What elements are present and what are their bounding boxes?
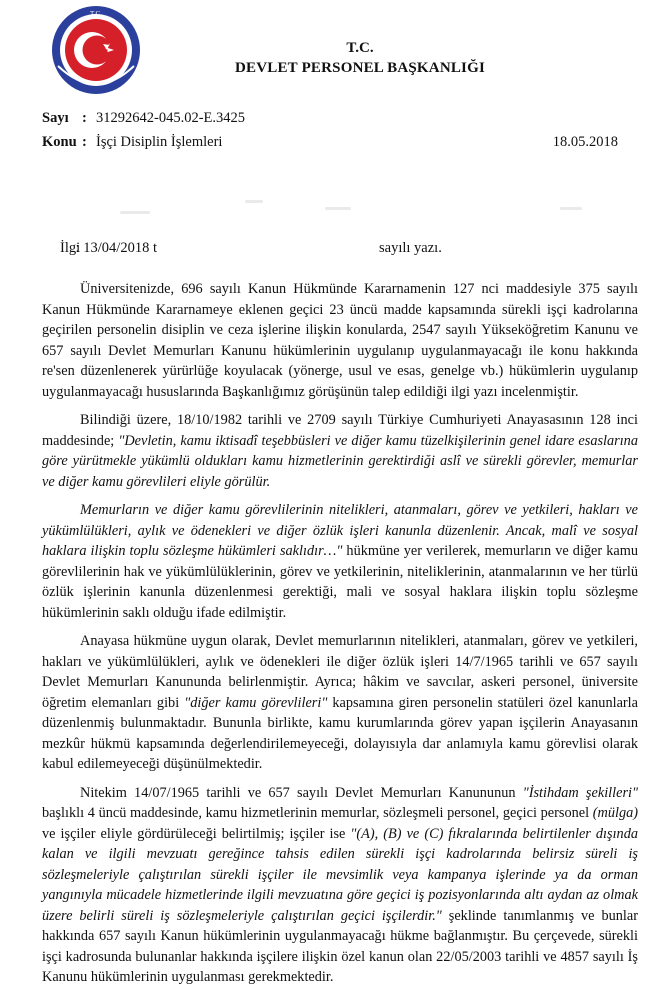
letter-body <box>42 279 638 996</box>
paragraph-4 <box>42 631 638 775</box>
paragraph-5 <box>42 783 638 988</box>
sayi-label: Sayı <box>42 110 69 126</box>
paragraph-1: Üniversitenizde, 696 sayılı Kanun Hükmünde Kararnamenin 127 nci maddesiyle 375 sayılı Kanun Hükmünde Kararnameye eklenen geçici 23 üncü madde kapsamında sürekli işçi kadrolarına geçirilen personelin disiplin ve ceza işlerine ilişkin konularda, 2547 sayılı Yükseköğretim Kanunu ve 657 sayılı Devlet Memurları Kanunu hükümlerinin uygulanıp uygulanmayacağı ile konu hakkında re'sen düzenlenerek yürürlüğe koyulacak (yönerge, usul ve esas, genelge vb.) hükümlerin uygulanıp uygulanmayacağı hususlarında Başkanlığımız görüşünün talep edildiği ilgi yazı incelenmiştir. <box>42 281 638 400</box>
constitution-quote-1: "Devletin, kamu iktisadî teşebbüsleri ve diğer kamu tüzelkişilerinin genel idare esaslarına göre yürütmekle yükümlü oldukları kamu hizmetlerinin gerektirdiği aslî ve sürekli görevler, memurlar ve diğer kamu görevlileri eliyle görülür. <box>42 432 638 490</box>
ilgi-suffix: sayılı yazı. <box>379 240 442 256</box>
paragraph-5-text: Nitekim 14/07/1965 tarihli ve 657 sayılı Devlet Memurları Kanununun <box>80 784 523 801</box>
konu-colon: : <box>82 134 87 150</box>
letter-date: 18.05.2018 <box>552 134 618 150</box>
redacted-reference <box>157 244 379 254</box>
paragraph-3-text: hükmüne yer verilerek, memurların ve diğer kamu görevlilerinin hak ve yükümlülüklerinin, görev ve yetkilerinin, niteliklerinin, atanmalarının ve her türlü özlük işlerinin kanunla düzenlenmesi gerektiği, mali ve sosyal haklara ilişkin toplu sözleşme hükümlerinin saklı olduğu ifade edilmiştir. <box>42 543 638 621</box>
paragraph-5-mid-2: ve işçiler eliyle gördürüleceği belirtilmiş; işçiler ise <box>42 825 351 842</box>
paragraph-2 <box>42 410 638 492</box>
logo-text: T.C. <box>90 10 102 18</box>
ilgi-row <box>60 240 442 257</box>
redacted-addressee <box>120 211 150 214</box>
paragraph-2-text: Bilindiği üzere, 18/10/1982 tarihli ve 2709 sayılı Türkiye Cumhuriyeti Anayasasının 128 inci maddesinde; <box>42 412 638 449</box>
paragraph-5-quote-3: "(A), (B) ve (C) fıkralarında belirtilenler dışında kalan ve ilgili mevzuatı gereğince tahsis edilen sürekli işçi kadrolarında belirsiz süreli iş sözleşmeleriyle çalıştırılan sürekli işçiler ile mevsimlik veya kampanya işlerinde ya da orman yangınıyla mücadele hizmetlerinde ilgili mevzuatına göre geçici iş pozisyonlarında altı aydan az olmak üzere belirli süreli iş sözleşmeleriyle çalıştırılan geçici işçilerdir." <box>42 825 638 924</box>
paragraph-5-rest: şeklinde tanımlanmış ve bunlar hakkında 657 sayılı Kanun hükümlerinin uygulanmayacağı hükme bağlanmıştır. Bu çerçevede, sürekli işçi kadrosunda bulunanlar hakkında işçilere ilişkin özel kanun olan 22/05/2003 tarihli ve 4857 sayılı İş Kanunu hükümlerinin uygulanması gerekmektedir. <box>42 907 638 985</box>
konu-label: Konu <box>42 134 77 150</box>
konu-value: İşçi Disiplin İşlemleri <box>96 134 223 150</box>
org-name: DEVLET PERSONEL BAŞKANLIĞI <box>235 60 485 76</box>
constitution-quote-2: Memurların ve diğer kamu görevlilerinin nitelikleri, atanmaları, görev ve yetkileri, hakları ve yükümlülükleri, aylık ve ödenekleri ve diğer özlük işleri kanunla düzenlenir. Ancak, malî ve sosyal haklara ilişkin toplu sözleşme hükümleri saklıdır…" <box>42 502 638 559</box>
org-tc: T.C. <box>346 40 374 56</box>
redacted-addressee <box>245 200 263 203</box>
sayi-row <box>42 110 245 127</box>
paragraph-4-text: Anayasa hükmüne uygun olarak, Devlet memurlarının nitelikleri, atanmaları, görev ve yetkileri, hakları ve yükümlülükleri, aylık ve ödenekleri ile diğer özlük işleri 14/7/1965 tarihli ve 657 sayılı Devlet Memurları Kanununda belirlenmiştir. Ayrıca; hâkim ve savcılar, askeri personel, üniversite öğretim elemanları gibi <box>42 633 638 711</box>
paragraph-4-quote: "diğer kamu görevlileri" <box>184 694 328 711</box>
redacted-addressee <box>325 207 351 210</box>
ilgi-label: İlgi <box>60 240 81 256</box>
paragraph-5-quote-1: "İstihdam şekilleri" <box>522 784 638 801</box>
ilgi-prefix: : 13/04/2018 t <box>75 240 157 256</box>
konu-row <box>42 134 222 151</box>
paragraph-5-mid-1: başlıklı 4 üncü maddesinde, kamu hizmetlerinin memurlar, sözleşmeli personel, geçici personel <box>42 805 593 821</box>
redacted-addressee <box>560 207 582 210</box>
sayi-value: 31292642-045.02-E.3425 <box>96 110 246 126</box>
sayi-colon: : <box>82 110 87 126</box>
paragraph-4-rest: kapsamına giren personelin statüleri özel kanunlarla düzenlenmiş bulunmaktadır. Bununla birlikte, kamu kurumlarında görev yapan işçilerin Anayasanın mezkûr hükmü kapsamında değerlendirilemeyeceği, dolayısıyla dar anlamıyla kamu görevlisi olarak kabul edilemeyeceği düşünülmektedir. <box>42 694 638 772</box>
paragraph-5-quote-2: (mülga) <box>592 805 638 821</box>
paragraph-3 <box>42 500 638 623</box>
